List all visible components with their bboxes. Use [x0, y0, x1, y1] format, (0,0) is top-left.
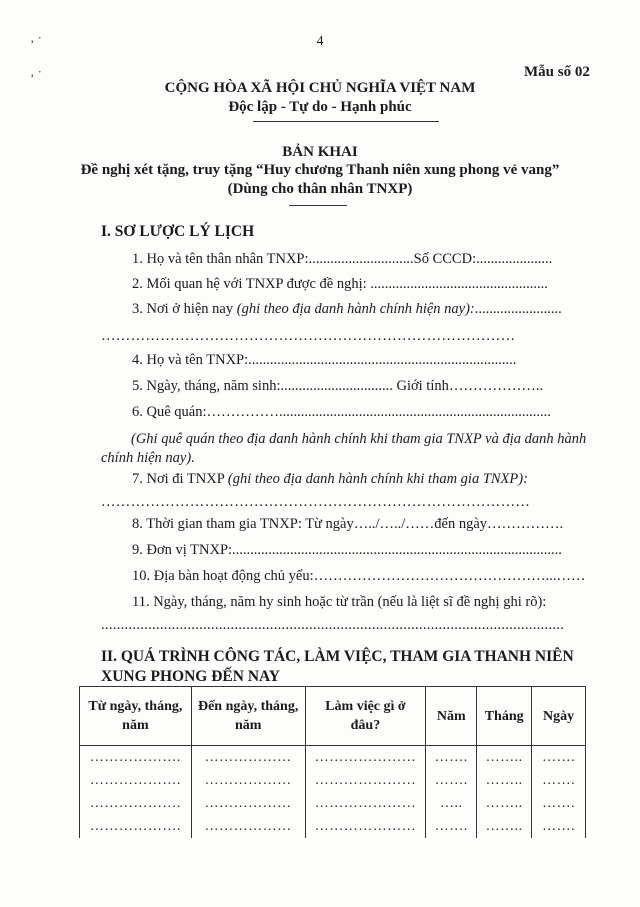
field-label: 7. Nơi đi TNXP [132, 471, 228, 487]
table-cell: ……. [426, 815, 477, 838]
field-operation-area: 10. Địa bàn hoạt động chủ yếu:…………………………………………...…… [132, 568, 586, 584]
hometown-note: (Ghi quê quán theo địa danh hành chính khi tham gia TNXP và địa danh hành chính hiện nay). [101, 431, 587, 466]
field-tnxp-name: 4. Họ và tên TNXP:.......................................................................... [132, 352, 517, 368]
table-cell: ……………… [191, 769, 305, 792]
document-title: BẢN KHAI [282, 144, 358, 160]
form-number: Mẫu số 02 [524, 64, 590, 80]
table-row [80, 769, 586, 792]
national-motto: Độc lập - Tự do - Hạnh phúc [228, 99, 412, 115]
table-cell: ………………… [305, 792, 426, 815]
table-cell: ……. [426, 769, 477, 792]
field-death-date: 11. Ngày, tháng, năm hy sinh hoặc từ trần (nếu là liệt sĩ đề nghị ghi rõ): [132, 594, 547, 610]
field-note: (ghi theo địa danh hành chính khi tham gia TNXP): [227, 471, 528, 487]
document-subtitle: Đề nghị xét tặng, truy tặng “Huy chương Thanh niên xung phong vẻ vang” [80, 162, 560, 178]
table-cell: ………………. [80, 769, 192, 792]
page-number: 4 [316, 34, 324, 49]
table-header-row [80, 687, 586, 746]
country-name: CỘNG HÒA XÃ HỘI CHỦ NGHĨA VIỆT NAM [164, 80, 476, 96]
table-cell: ………………. [80, 792, 192, 815]
section2-heading-line2: XUNG PHONG ĐẾN NAY [101, 668, 280, 685]
motto-underline [253, 121, 439, 122]
table-row [80, 815, 586, 838]
table-cell: ………………. [80, 815, 192, 838]
field-continuation: …………………………………………………………………………… [101, 494, 531, 510]
col-work-place: Làm việc gì ở đâu? [305, 687, 426, 746]
title-underline [289, 205, 347, 206]
table-row [80, 746, 586, 770]
col-from-date: Từ ngày, tháng, năm [80, 687, 192, 746]
scan-mark: ‚ · [30, 30, 42, 45]
field-relationship: 2. Mối quan hệ với TNXP được đề nghị: ................................................. [132, 276, 548, 292]
table-cell: ……. [532, 792, 586, 815]
field-note: (ghi theo địa danh hành chính hiện nay): [236, 301, 475, 317]
field-hometown: 6. Quê quán:……………........................................................................... [132, 404, 551, 420]
table-row [80, 792, 586, 815]
table-cell: ……………… [191, 792, 305, 815]
document-subtitle-2: (Dùng cho thân nhân TNXP) [227, 181, 413, 197]
field-current-residence [132, 301, 562, 318]
field-continuation: ………………………………………………………………………… [101, 328, 516, 344]
table-cell: …….. [477, 792, 532, 815]
section2-heading-line1: II. QUÁ TRÌNH CÔNG TÁC, LÀM VIỆC, THAM GIA THANH NIÊN [101, 648, 574, 665]
work-history-table [79, 686, 586, 838]
col-month: Tháng [477, 687, 532, 746]
field-tnxp-departure [132, 471, 528, 488]
col-to-date: Đến ngày, tháng, năm [191, 687, 305, 746]
scan-mark: ‚ · [30, 64, 42, 79]
table-cell: ………………… [305, 769, 426, 792]
section1-heading: I. SƠ LƯỢC LÝ LỊCH [101, 223, 255, 240]
table-cell: ……. [532, 769, 586, 792]
table-cell: ……………… [191, 746, 305, 770]
col-day: Ngày [532, 687, 586, 746]
field-dots: ........................ [474, 301, 562, 317]
table-cell: ……. [426, 746, 477, 770]
table-cell: ……………… [191, 815, 305, 838]
field-label: 3. Nơi ở hiện nay [132, 301, 237, 317]
table-cell: ………………… [305, 815, 426, 838]
table-cell: …….. [477, 769, 532, 792]
col-year: Năm [426, 687, 477, 746]
field-unit: 9. Đơn vị TNXP:........................................................................................... [132, 542, 562, 558]
table-cell: …….. [477, 746, 532, 770]
table-cell: ….. [426, 792, 477, 815]
section2-heading [101, 647, 574, 687]
field-service-period: 8. Thời gian tham gia TNXP: Từ ngày…../…../……đến ngày……………. [132, 516, 564, 532]
field-relative-name: 1. Họ và tên thân nhân TNXP:.............................Số CCCD:..................... [132, 251, 553, 267]
table-cell: ……. [532, 746, 586, 770]
field-continuation: ...................................................................................................................... [101, 617, 565, 633]
table-cell: ……. [532, 815, 586, 838]
table-cell: ………………. [80, 746, 192, 770]
field-birth-gender: 5. Ngày, tháng, năm sinh:............................... Giới tính……………….. [132, 378, 544, 394]
table-cell: ………………… [305, 746, 426, 770]
table-cell: …….. [477, 815, 532, 838]
